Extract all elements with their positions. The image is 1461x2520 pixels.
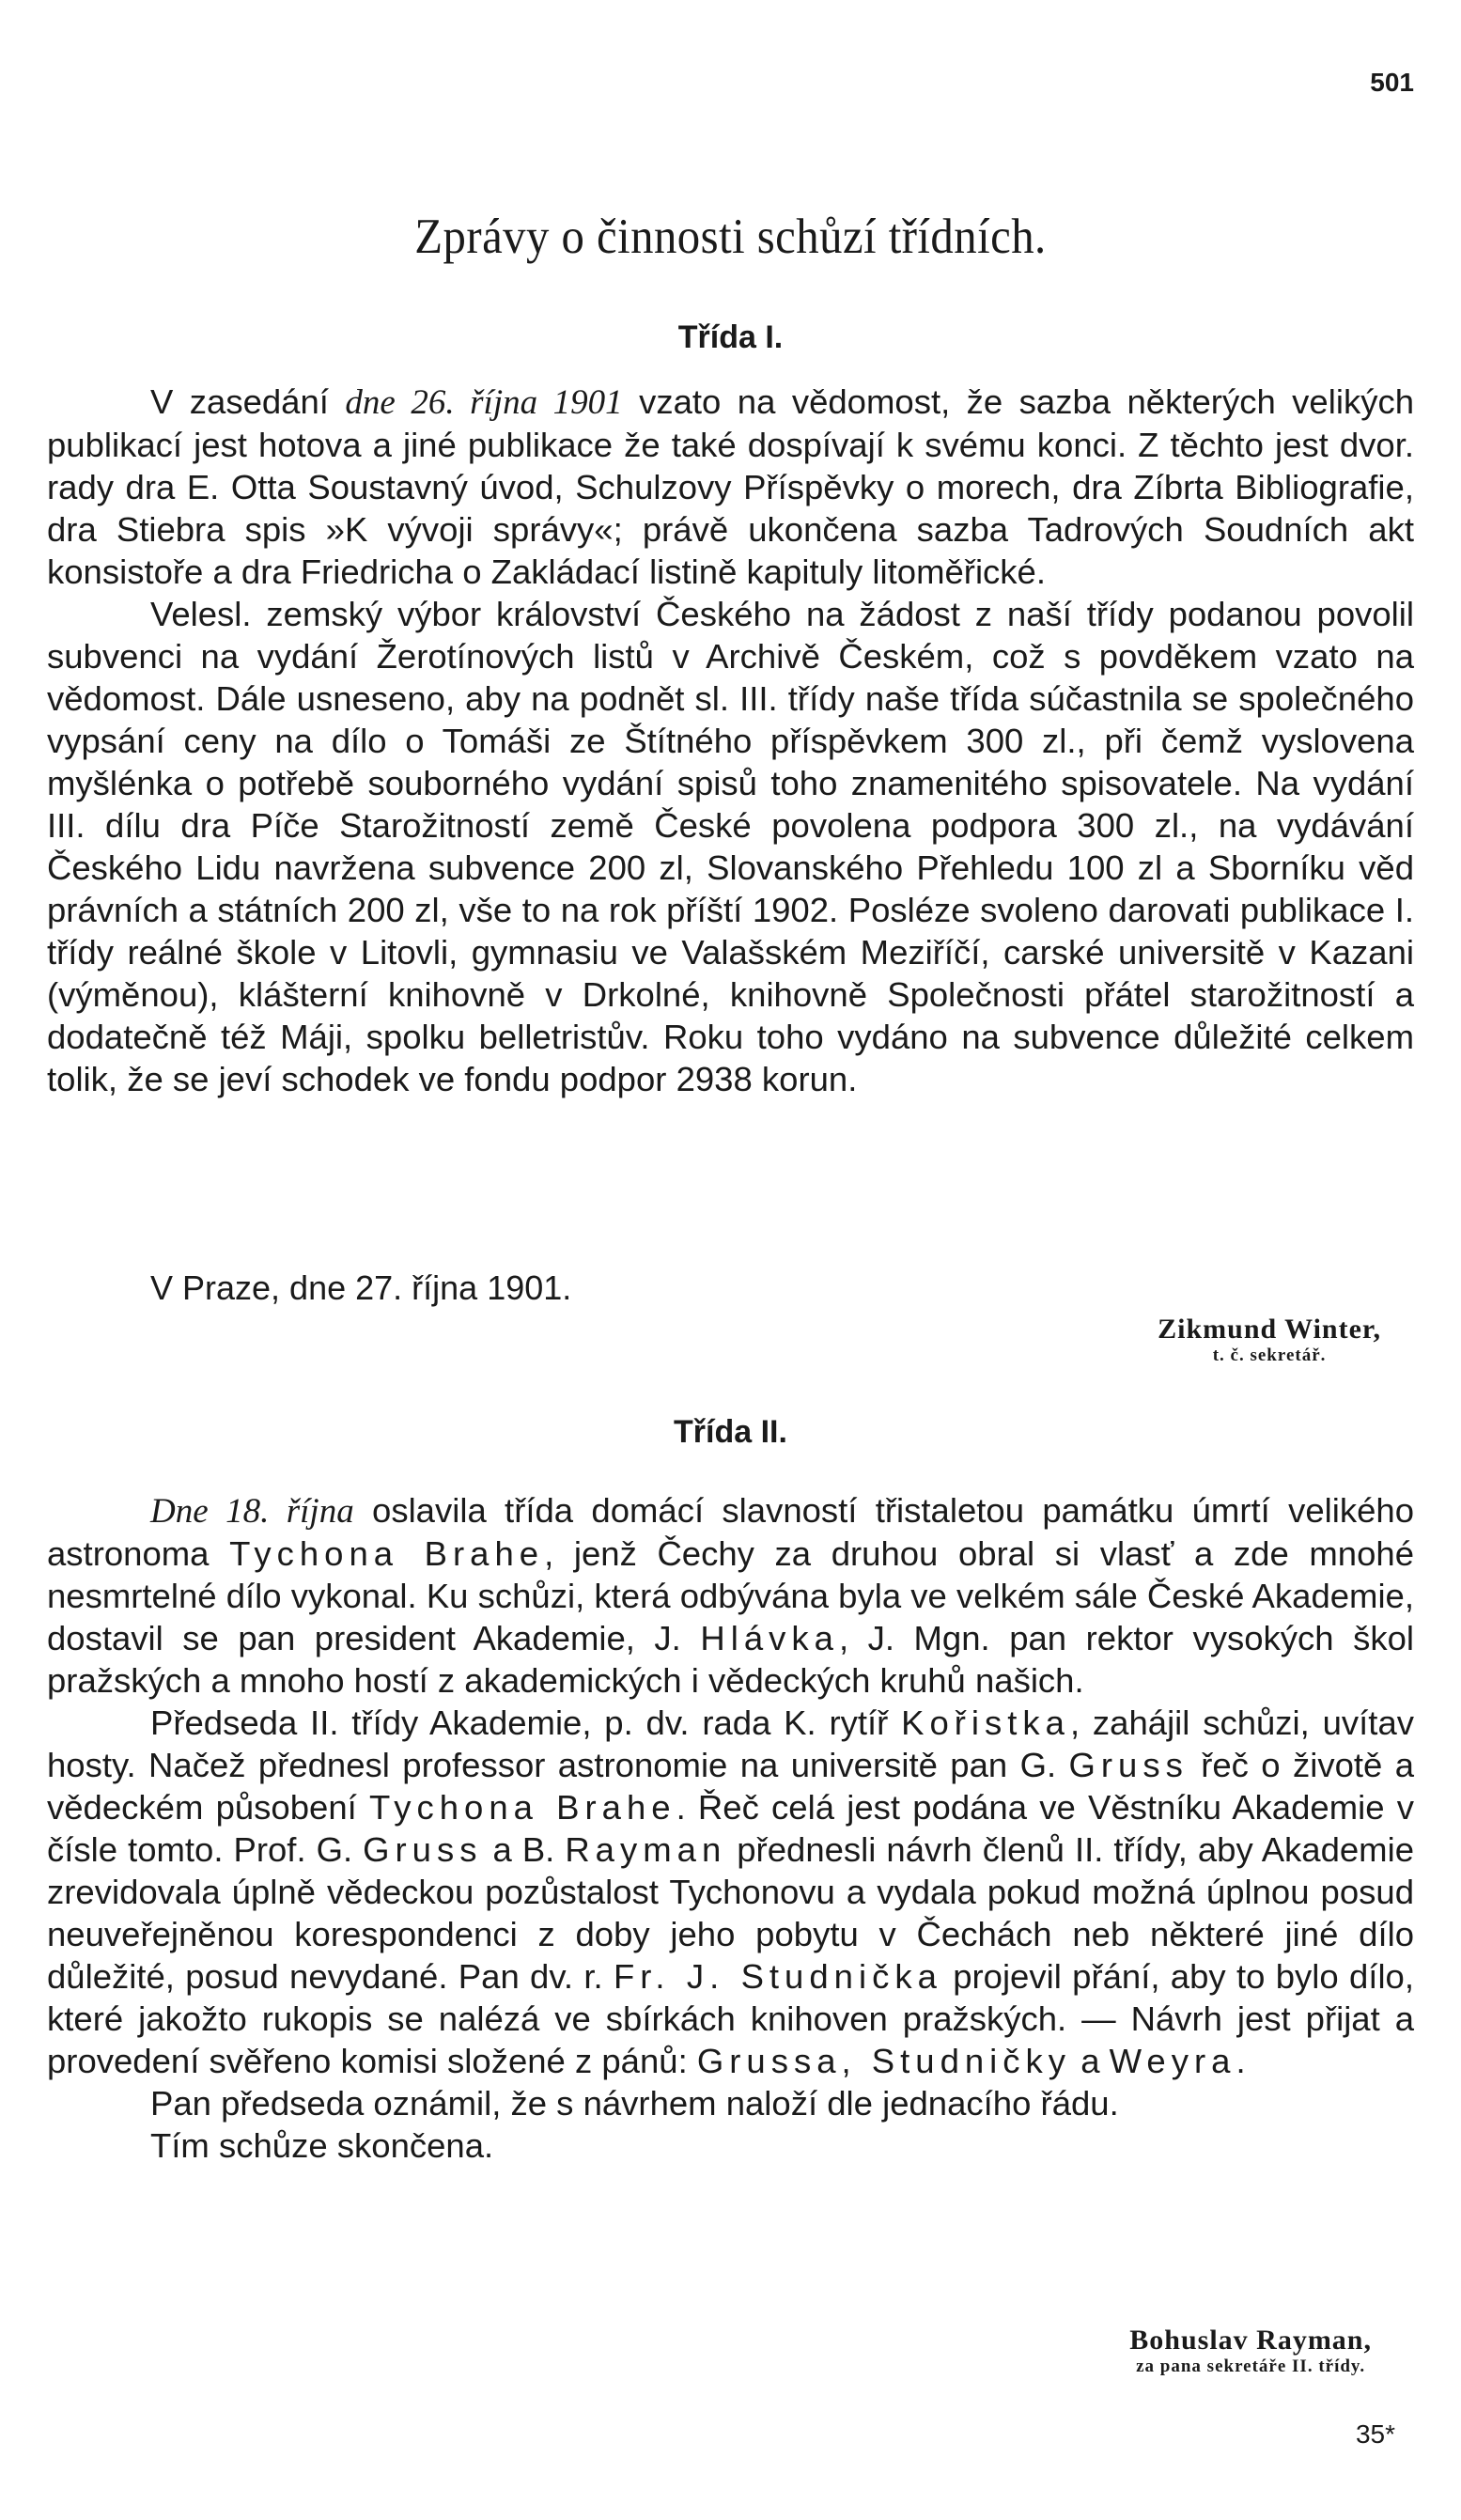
date-line: V Praze, dne 27. října 1901. bbox=[150, 1268, 572, 1307]
text: . bbox=[1236, 2042, 1246, 2080]
spaced-name: Fr. J. Studnička bbox=[613, 1957, 942, 1996]
paragraph: Pan předseda oznámil, že s návrhem naloží dle jednacího řádu. bbox=[150, 2084, 1119, 2123]
section-heading-trida-2: Třída II. bbox=[674, 1414, 787, 1450]
text: oslavila třída domácí slavností třistaletou památku úmrtí velikého astronoma bbox=[47, 1491, 1414, 1573]
spaced-name: Kořistka bbox=[901, 1703, 1070, 1742]
text: a B. bbox=[482, 1830, 566, 1869]
spaced-name: Gruss bbox=[363, 1830, 483, 1869]
text: , J. Mgn. pan rektor vysokých škol pražských a mnoho hostí z akademických i vědeckých kruhů našich. bbox=[47, 1619, 1414, 1700]
spaced-name: Rayman bbox=[565, 1830, 727, 1869]
section1-body bbox=[47, 381, 1414, 1100]
signature-role: za pana sekretáře II. třídy. bbox=[1136, 2357, 1366, 2376]
spaced-name: Hlávka bbox=[700, 1619, 839, 1657]
page-title: Zprávy o činnosti schůzí třídních. bbox=[414, 210, 1047, 264]
date-italic: Dne 18. října bbox=[150, 1492, 354, 1531]
signature-mark: 35* bbox=[1355, 2419, 1395, 2449]
section-heading-trida-1: Třída I. bbox=[677, 319, 784, 355]
text: Předseda II. třídy Akademie, p. dv. rada K. rytíř bbox=[150, 1703, 902, 1742]
signature-block bbox=[1158, 1314, 1381, 1366]
paragraph bbox=[47, 381, 1414, 593]
spaced-name: Grussa, Studničky bbox=[696, 2042, 1072, 2080]
text: . Řeč celá jest podána ve Věstníku Akademie v čísle tomto. Prof. G. bbox=[47, 1788, 1414, 1869]
date-italic: dne 26. října 1901 bbox=[345, 383, 623, 422]
spaced-name: Tychona Brahe bbox=[368, 1788, 676, 1827]
paragraph bbox=[47, 1702, 1414, 2082]
text: , zahájil schůzi, uvítav hosty. Načež přednesl professor astronomie na universitě pan G. bbox=[47, 1703, 1414, 1784]
text: a bbox=[1071, 2042, 1110, 2080]
text: , jenž Čechy za druhou obral si vlasť a zde mnohé nesmrtelné dílo vykonal. Ku schůzi, která odbývána byla ve velkém sále České Akademie, dostavil se pan president Akademie, J. bbox=[47, 1534, 1414, 1657]
text: vzato na vědomost, že sazba některých velikých publikací jest hotova a jiné publikace že také dospívají k svému konci. Z těchto jest dvor. rady dra E. Otta Soustavný úvod, Schulzovy Příspěvky o morech, dra Zíbrta Bibliografie, dra Stiebra spis »K vývoji správy«; právě ukončena sazba Tadrových Soudních akt konsistoře a dra Friedricha o Zakládací listině kapituly litoměřické. bbox=[47, 382, 1414, 591]
paragraph: Velesl. zemský výbor království Českého na žádost z naší třídy podanou povolil subvenci na vydání Žerotínových listů v Archivě Českém, což s povděkem vzato na vědomost. Dále usneseno, aby na podnět sl. III. třídy naše třída súčastnila se společného vypsání ceny na dílo o Tomáši ze Štítného příspěvkem 300 zl., při čemž vyslovena myšlénka o potřebě souborného vydání spisů toho znamenitého spisovatele. Na vydání III. dílu dra Píče Starožitností země České povolena podpora 300 zl., na vydávání Českého Lidu navržena subvence 200 zl, Slovanského Přehledu 100 zl a Sborníku věd právních a státních 200 zl, vše to na rok příští 1902. Posléze svoleno darovati publikace I. třídy reálné škole v Litovli, gymnasiu ve Valašském Meziříčí, carské universitě v Kazani (výměnou), klášterní knihovně v Drkolné, knihovně Společnosti přátel starožitností a dodatečně též Máji, spolku belletristův. Roku toho vydáno na subvence důležité celkem tolik, že se jeví schodek ve fondu podpor 2938 korun. bbox=[47, 595, 1414, 1098]
spaced-name: Weyra bbox=[1109, 2042, 1236, 2080]
text: V zasedání bbox=[150, 382, 346, 421]
section2-body bbox=[47, 1489, 1414, 2167]
spaced-name: Tychona Brahe bbox=[229, 1534, 545, 1573]
page-number: 501 bbox=[1370, 68, 1414, 97]
text: řeč o životě a vědeckém působení bbox=[47, 1746, 1415, 1827]
text: projevil přání, aby to bylo dílo, které jakožto rukopis se nalézá ve sbírkách knihoven pražských. — Návrh jest přijat a provedení svěřeno komisi složené z pánů: bbox=[47, 1957, 1414, 2080]
signature-name: Bohuslav Rayman, bbox=[1129, 2325, 1372, 2356]
signature-name: Zikmund Winter, bbox=[1158, 1314, 1381, 1345]
signature-role: t. č. sekretář. bbox=[1212, 1346, 1327, 1365]
paragraph: Tím schůze skončena. bbox=[150, 2126, 494, 2165]
spaced-name: Gruss bbox=[1068, 1746, 1189, 1784]
text: přednesli návrh členů II. třídy, aby Akademie zrevidovala úplně vědeckou pozůstalost Tychonovu a vydala pokud možná úplnou posud neuveřejněnou korespondenci z doby jeho pobytu v Čechách neb některé jiné dílo důležité, posud nevydané. Pan dv. r. bbox=[47, 1830, 1414, 1996]
paragraph bbox=[47, 1489, 1414, 1702]
signature-block bbox=[1129, 2325, 1372, 2377]
